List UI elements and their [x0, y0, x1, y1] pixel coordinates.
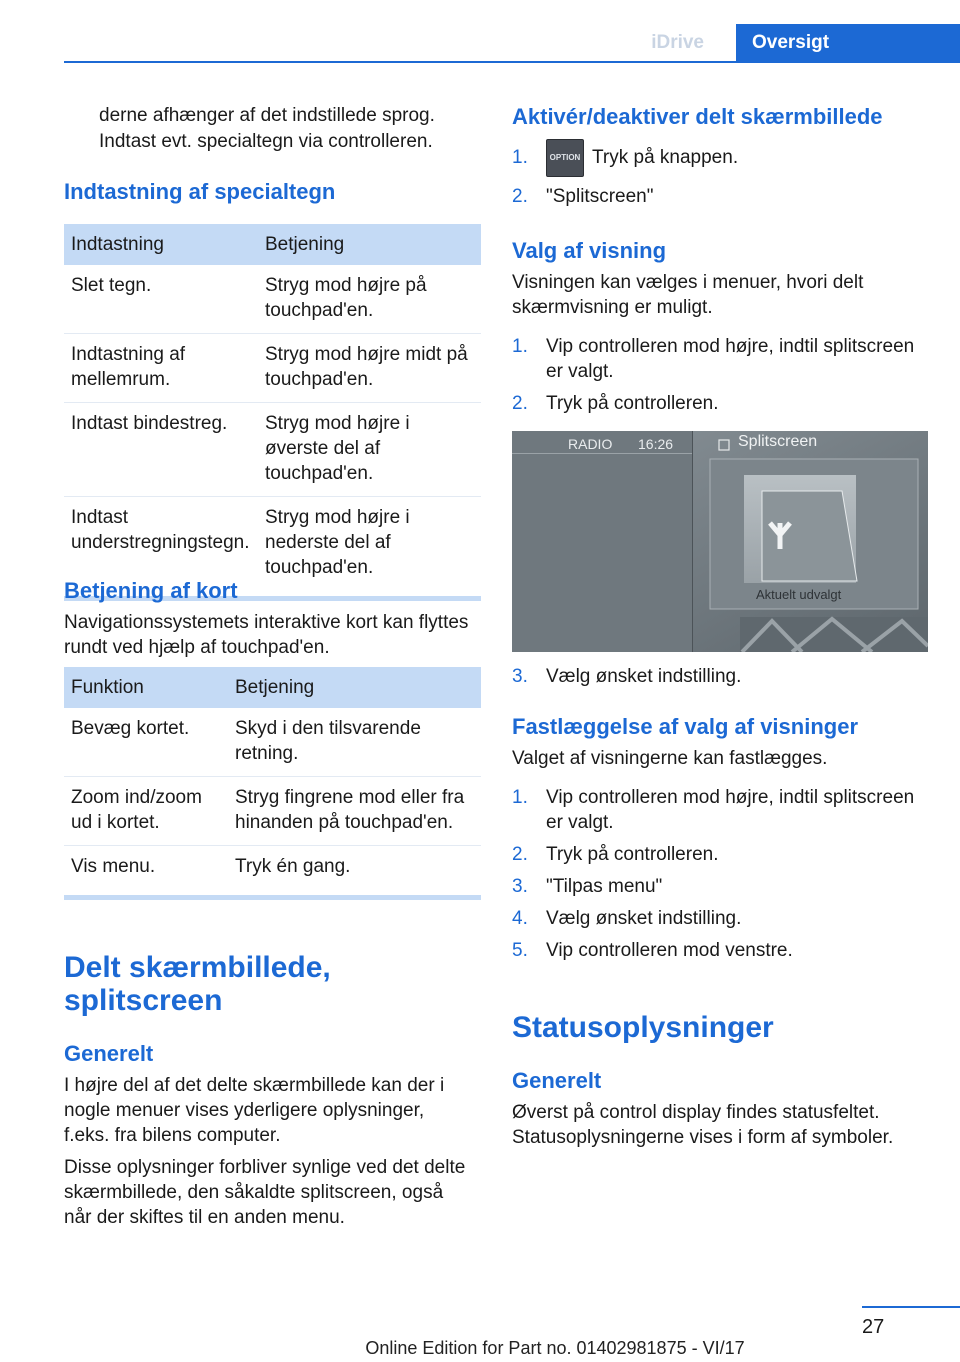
table-cell: Stryg mod højre i nederste del af touchpad'en.	[265, 507, 410, 578]
list-item	[512, 938, 928, 963]
header-section-tab[interactable]: iDrive	[651, 32, 704, 53]
splitscreen-illustration	[512, 431, 928, 652]
step-text: Vip controlleren mod højre, indtil splitscreen er valgt.	[546, 787, 915, 833]
step-text: Vælg ønsket indstilling.	[546, 908, 742, 929]
table-row	[64, 265, 481, 334]
page-number: 27	[862, 1316, 885, 1338]
table-row	[64, 403, 481, 497]
list-item	[512, 334, 928, 384]
step-number: 5.	[512, 940, 528, 961]
list-item	[512, 664, 928, 689]
table-cell: Stryg mod højre på touchpad'en.	[258, 265, 481, 334]
table-header-row	[64, 224, 481, 265]
table-cell: Slet tegn.	[64, 265, 258, 334]
screen-left-label: RADIO	[568, 436, 613, 452]
step-number: 4.	[512, 908, 528, 929]
screen-caption: Aktuelt udvalgt	[756, 587, 842, 602]
table-cell: Zoom ind/zoom ud i kortet.	[64, 777, 228, 846]
general-paragraph-2: Disse oplysninger forbliver synlige ved det delte skærmbillede, den såkaldte splitscreen, også når der skiftes til en anden menu.	[64, 1157, 466, 1228]
status-heading: Statusoplysninger	[512, 1011, 774, 1044]
map-description: Navigationssystemets interaktive kort kan flyttes rundt ved hjælp af touchpad'en.	[64, 612, 469, 658]
step-number: 3.	[512, 666, 528, 687]
view-step-3	[512, 664, 928, 696]
list-item	[512, 139, 928, 177]
view-heading: Valg af visning	[512, 238, 667, 263]
table-row	[64, 497, 481, 591]
step-text: "Splitscreen"	[546, 186, 654, 208]
table-cell: Stryg mod højre midt på touchpad'en.	[258, 334, 481, 403]
list-item	[512, 391, 928, 416]
list-item	[512, 906, 928, 931]
table-cell: Vis menu.	[71, 856, 156, 877]
step-number: 1.	[512, 787, 528, 808]
status-description: Øverst på control display findes statusfeltet. Statusoplysningerne vises i form af symboler.	[512, 1102, 894, 1148]
split-heading-line-2: splitscreen	[64, 984, 223, 1017]
screen-time: 16:26	[638, 436, 674, 452]
step-text: Tryk på knappen.	[592, 147, 739, 169]
list-item	[512, 785, 928, 835]
special-chars-table	[64, 224, 481, 601]
step-text: Vip controlleren mod højre, indtil splitscreen er valgt.	[546, 336, 915, 382]
table-cell: Indtast bindestreg.	[64, 403, 258, 497]
step-text: "Tilpas menu"	[546, 876, 663, 897]
table-cell: Indtast understregningstegn.	[71, 507, 250, 553]
page-header	[0, 0, 960, 62]
step-number: 2.	[512, 844, 528, 865]
footer-rule	[862, 1306, 960, 1308]
table-cell: Stryg fingrene mod eller fra hinanden på touchpad'en.	[228, 777, 481, 846]
option-button-icon: OPTION	[546, 139, 584, 177]
step-number: 1.	[512, 336, 528, 357]
step-number: 2.	[512, 186, 528, 208]
general-paragraph-1: I højre del af det delte skærmbillede kan der i nogle menuer vises yderligere oplysninger, f.eks. fra bilens computer.	[64, 1075, 445, 1146]
step-number: 3.	[512, 876, 528, 897]
table-cell: Tryk én gang.	[235, 856, 351, 877]
step-text: Vælg ønsket indstilling.	[546, 666, 742, 687]
special-chars-heading: Indtastning af specialtegn	[64, 179, 336, 204]
table-row	[64, 846, 481, 890]
step-number: 2.	[512, 393, 528, 414]
activate-steps	[512, 139, 928, 216]
step-text: Tryk på controlleren.	[546, 393, 719, 414]
table-cell: Bevæg kortet.	[64, 708, 228, 777]
table-header-cell: Betjening	[228, 667, 481, 708]
intro-line-2: Indtast evt. specialtegn via controlleren.	[99, 131, 433, 152]
table-row	[64, 777, 481, 846]
view-steps	[512, 334, 928, 423]
split-heading-line-1: Delt skærmbillede,	[64, 951, 331, 984]
splitscreen-graphic	[512, 431, 928, 652]
step-number: 1.	[512, 147, 528, 168]
table-cell: Skyd i den tilsvarende retning.	[228, 708, 481, 777]
table-cell: Indtastning af mellemrum.	[64, 334, 258, 403]
footer-edition	[0, 1338, 960, 1359]
activate-heading: Aktivér/deaktiver delt skærmbillede	[512, 104, 883, 129]
list-item	[512, 842, 928, 867]
table-row	[64, 334, 481, 403]
intro-line-1: derne afhænger af det indstillede sprog.	[99, 105, 435, 126]
table-cell: Stryg mod højre i øverste del af touchpad'en.	[258, 403, 481, 497]
list-item	[512, 184, 928, 209]
general-heading: Generelt	[64, 1041, 154, 1066]
footer-edition-text: Online Edition for Part no. 01402981875 - VI/17	[365, 1338, 745, 1358]
map-heading: Betjening af kort	[64, 578, 238, 603]
table-bottom-rule	[64, 895, 481, 900]
fix-heading: Fastlæggelse af valg af visninger	[512, 714, 859, 739]
table-header-cell: Betjening	[258, 224, 481, 265]
table-header-cell: Indtastning	[64, 224, 258, 265]
fix-steps	[512, 785, 928, 970]
fix-description: Valget af visningerne kan fastlægges.	[512, 748, 828, 769]
table-row	[64, 708, 481, 777]
step-text: Vip controlleren mod venstre.	[546, 940, 793, 961]
view-description: Visningen kan vælges i menuer, hvori delt skærmvisning er muligt.	[512, 272, 864, 318]
table-header-cell: Funktion	[64, 667, 228, 708]
status-general-heading: Generelt	[512, 1068, 602, 1093]
map-table	[64, 667, 481, 900]
step-text: Tryk på controlleren.	[546, 844, 719, 865]
list-item	[512, 874, 928, 899]
table-header-row	[64, 667, 481, 708]
header-rule	[64, 61, 960, 63]
screen-right-label: Splitscreen	[738, 433, 818, 450]
header-chapter-tab[interactable]: Oversigt	[736, 24, 960, 61]
